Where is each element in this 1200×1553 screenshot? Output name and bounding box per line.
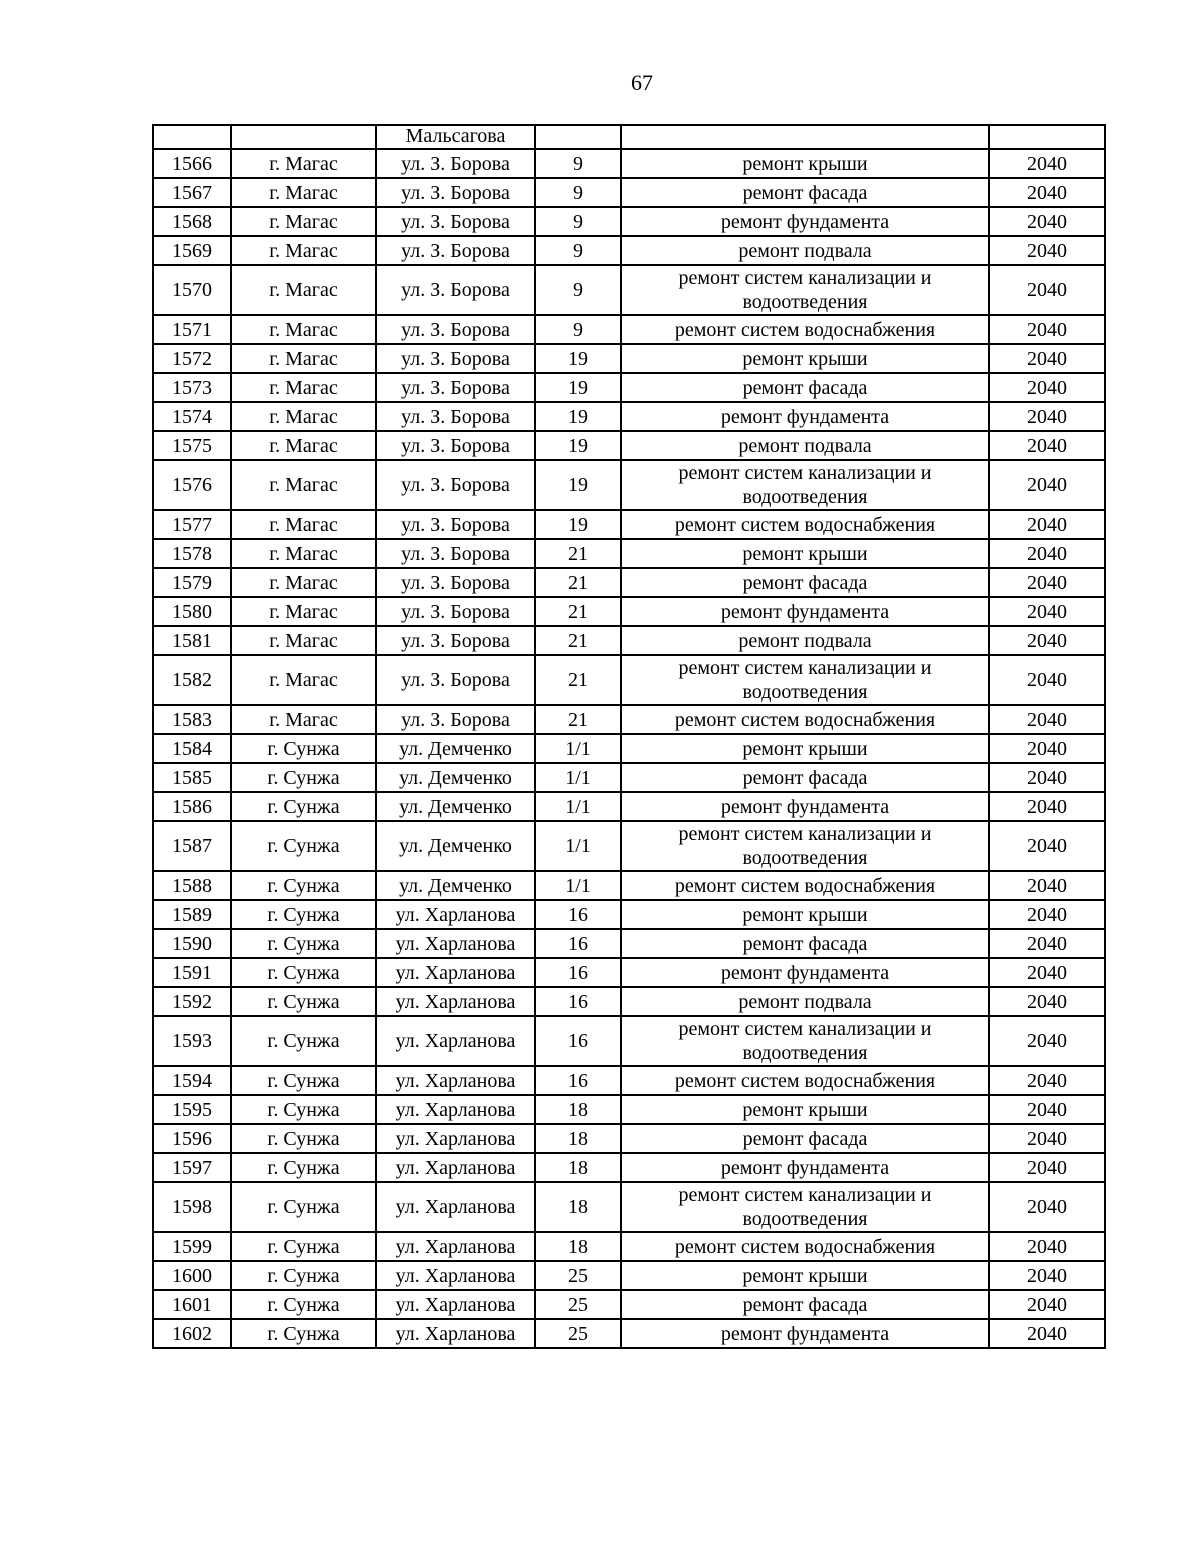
cell-year: 2040	[989, 1066, 1105, 1095]
cell-house: 9	[535, 265, 621, 315]
cell-city: г. Сунжа	[231, 1261, 376, 1290]
cell-city: г. Магас	[231, 705, 376, 734]
cell-street: ул. З. Борова	[376, 655, 535, 705]
cell-city: г. Магас	[231, 207, 376, 236]
table-row	[153, 178, 1105, 207]
cell-city: г. Магас	[231, 265, 376, 315]
cell-year: 2040	[989, 1232, 1105, 1261]
cell-house: 18	[535, 1124, 621, 1153]
cell-street: ул. З. Борова	[376, 431, 535, 460]
cell-year: 2040	[989, 236, 1105, 265]
table-row	[153, 900, 1105, 929]
cell-work-type: ремонт фасада	[621, 373, 989, 402]
cell-city: г. Сунжа	[231, 1290, 376, 1319]
cell-year: 2040	[989, 1261, 1105, 1290]
cell-city: г. Магас	[231, 655, 376, 705]
cell-year: 2040	[989, 149, 1105, 178]
cell-street: ул. Харланова	[376, 1261, 535, 1290]
cell-house: 9	[535, 236, 621, 265]
cell-number: 1573	[153, 373, 231, 402]
cell-year: 2040	[989, 987, 1105, 1016]
cell-city: г. Сунжа	[231, 1066, 376, 1095]
cell-number: 1590	[153, 929, 231, 958]
table-row	[153, 1153, 1105, 1182]
cell-work-type: ремонт крыши	[621, 900, 989, 929]
cell-house: 1/1	[535, 734, 621, 763]
cell-city: г. Магас	[231, 402, 376, 431]
cell-work-type: ремонт фасада	[621, 1124, 989, 1153]
cell-year: 2040	[989, 431, 1105, 460]
cell-number: 1596	[153, 1124, 231, 1153]
cell-house: 16	[535, 900, 621, 929]
cell-street: ул. Демченко	[376, 871, 535, 900]
cell-street: ул. Демченко	[376, 821, 535, 871]
cell-number: 1597	[153, 1153, 231, 1182]
cell-city: г. Магас	[231, 460, 376, 510]
table-row	[153, 958, 1105, 987]
table-row	[153, 929, 1105, 958]
cell-work-type: ремонт систем водоснабжения	[621, 510, 989, 539]
cell-street: ул. Харланова	[376, 900, 535, 929]
cell-street: ул. Демченко	[376, 763, 535, 792]
cell-number: 1595	[153, 1095, 231, 1124]
table-row	[153, 431, 1105, 460]
cell-year: 2040	[989, 792, 1105, 821]
cell-street: ул. Демченко	[376, 792, 535, 821]
cell-street: ул. З. Борова	[376, 597, 535, 626]
cell-work-type: ремонт систем канализации и водоотведения	[621, 821, 989, 871]
table-row	[153, 1066, 1105, 1095]
continuation-row	[153, 125, 1105, 149]
cell-work-type: ремонт подвала	[621, 236, 989, 265]
table-row	[153, 539, 1105, 568]
cell-street: ул. З. Борова	[376, 265, 535, 315]
cell-year: 2040	[989, 1153, 1105, 1182]
table-row	[153, 1232, 1105, 1261]
cell-year: 2040	[989, 1095, 1105, 1124]
cell-number: 1583	[153, 705, 231, 734]
cell-street: ул. Харланова	[376, 958, 535, 987]
cell-number: 1581	[153, 626, 231, 655]
cell-number: 1586	[153, 792, 231, 821]
cell-work-type: ремонт фундамента	[621, 1319, 989, 1348]
cell-house: 1/1	[535, 763, 621, 792]
cell-year: 2040	[989, 1319, 1105, 1348]
cell-year: 2040	[989, 705, 1105, 734]
table-row	[153, 1182, 1105, 1232]
cell-number: 1577	[153, 510, 231, 539]
cell-city: г. Сунжа	[231, 1232, 376, 1261]
cell-street: ул. Харланова	[376, 1182, 535, 1232]
cell-number	[153, 125, 231, 149]
cell-house: 9	[535, 178, 621, 207]
cell-house: 16	[535, 1066, 621, 1095]
cell-house: 9	[535, 315, 621, 344]
cell-number: 1591	[153, 958, 231, 987]
cell-house: 9	[535, 207, 621, 236]
cell-house: 25	[535, 1319, 621, 1348]
cell-work-type: ремонт систем канализации и водоотведения	[621, 460, 989, 510]
cell-city: г. Сунжа	[231, 1182, 376, 1232]
cell-house: 1/1	[535, 792, 621, 821]
cell-work-type: ремонт фундамента	[621, 402, 989, 431]
cell-work-type: ремонт фундамента	[621, 597, 989, 626]
cell-city: г. Магас	[231, 510, 376, 539]
cell-house: 19	[535, 431, 621, 460]
cell-city: г. Сунжа	[231, 1319, 376, 1348]
cell-work-type: ремонт подвала	[621, 431, 989, 460]
cell-year: 2040	[989, 315, 1105, 344]
cell-house	[535, 125, 621, 149]
cell-street: ул. З. Борова	[376, 460, 535, 510]
cell-house: 19	[535, 510, 621, 539]
table-row	[153, 568, 1105, 597]
cell-street: ул. З. Борова	[376, 705, 535, 734]
cell-city: г. Сунжа	[231, 929, 376, 958]
cell-house: 21	[535, 568, 621, 597]
cell-city: г. Сунжа	[231, 1124, 376, 1153]
cell-number: 1598	[153, 1182, 231, 1232]
cell-street: ул. Харланова	[376, 1153, 535, 1182]
cell-number: 1601	[153, 1290, 231, 1319]
cell-work-type: ремонт фундамента	[621, 207, 989, 236]
cell-number: 1571	[153, 315, 231, 344]
cell-street: ул. Харланова	[376, 1066, 535, 1095]
cell-number: 1579	[153, 568, 231, 597]
table-row	[153, 1124, 1105, 1153]
cell-number: 1599	[153, 1232, 231, 1261]
cell-city: г. Магас	[231, 236, 376, 265]
cell-house: 21	[535, 705, 621, 734]
cell-street: ул. З. Борова	[376, 149, 535, 178]
cell-number: 1600	[153, 1261, 231, 1290]
cell-year: 2040	[989, 821, 1105, 871]
cell-city: г. Сунжа	[231, 1153, 376, 1182]
cell-street: Мальсагова	[376, 125, 535, 149]
cell-year: 2040	[989, 373, 1105, 402]
cell-work-type: ремонт крыши	[621, 539, 989, 568]
cell-house: 16	[535, 958, 621, 987]
repair-schedule-table	[152, 124, 1106, 1349]
cell-number: 1587	[153, 821, 231, 871]
cell-street: ул. З. Борова	[376, 626, 535, 655]
cell-year: 2040	[989, 763, 1105, 792]
cell-street: ул. Харланова	[376, 929, 535, 958]
cell-house: 25	[535, 1261, 621, 1290]
cell-street: ул. З. Борова	[376, 236, 535, 265]
cell-number: 1582	[153, 655, 231, 705]
cell-work-type: ремонт крыши	[621, 149, 989, 178]
table-row	[153, 705, 1105, 734]
table-row	[153, 236, 1105, 265]
cell-work-type: ремонт систем водоснабжения	[621, 871, 989, 900]
cell-work-type: ремонт крыши	[621, 1095, 989, 1124]
cell-year: 2040	[989, 626, 1105, 655]
cell-number: 1578	[153, 539, 231, 568]
cell-house: 18	[535, 1232, 621, 1261]
cell-city: г. Сунжа	[231, 792, 376, 821]
cell-work-type: ремонт систем водоснабжения	[621, 1066, 989, 1095]
cell-house: 21	[535, 597, 621, 626]
table-row	[153, 821, 1105, 871]
cell-work-type: ремонт систем канализации и водоотведения	[621, 1016, 989, 1066]
cell-street: ул. Харланова	[376, 1095, 535, 1124]
cell-number: 1570	[153, 265, 231, 315]
table-body	[153, 125, 1105, 1348]
cell-work-type: ремонт систем водоснабжения	[621, 705, 989, 734]
cell-year: 2040	[989, 929, 1105, 958]
cell-house: 16	[535, 1016, 621, 1066]
cell-house: 1/1	[535, 871, 621, 900]
cell-number: 1566	[153, 149, 231, 178]
cell-city: г. Магас	[231, 597, 376, 626]
cell-street: ул. Харланова	[376, 1016, 535, 1066]
cell-year: 2040	[989, 1124, 1105, 1153]
cell-street: ул. З. Борова	[376, 402, 535, 431]
cell-number: 1576	[153, 460, 231, 510]
cell-house: 16	[535, 987, 621, 1016]
table-row	[153, 734, 1105, 763]
cell-year: 2040	[989, 655, 1105, 705]
cell-house: 19	[535, 402, 621, 431]
cell-number: 1575	[153, 431, 231, 460]
cell-city: г. Сунжа	[231, 1016, 376, 1066]
cell-work-type: ремонт крыши	[621, 734, 989, 763]
cell-work-type: ремонт подвала	[621, 987, 989, 1016]
cell-work-type	[621, 125, 989, 149]
cell-year: 2040	[989, 871, 1105, 900]
cell-house: 19	[535, 344, 621, 373]
table-row	[153, 1016, 1105, 1066]
cell-street: ул. З. Борова	[376, 373, 535, 402]
cell-house: 19	[535, 373, 621, 402]
table-row	[153, 626, 1105, 655]
cell-street: ул. З. Борова	[376, 315, 535, 344]
cell-year: 2040	[989, 597, 1105, 626]
cell-city: г. Сунжа	[231, 987, 376, 1016]
cell-city: г. Магас	[231, 344, 376, 373]
cell-house: 18	[535, 1153, 621, 1182]
table-row	[153, 763, 1105, 792]
cell-work-type: ремонт крыши	[621, 344, 989, 373]
cell-year: 2040	[989, 510, 1105, 539]
cell-year: 2040	[989, 265, 1105, 315]
cell-street: ул. Харланова	[376, 1290, 535, 1319]
cell-city	[231, 125, 376, 149]
cell-work-type: ремонт подвала	[621, 626, 989, 655]
cell-work-type: ремонт систем канализации и водоотведения	[621, 265, 989, 315]
cell-city: г. Магас	[231, 539, 376, 568]
cell-street: ул. Демченко	[376, 734, 535, 763]
cell-street: ул. З. Борова	[376, 510, 535, 539]
cell-year	[989, 125, 1105, 149]
cell-street: ул. Харланова	[376, 987, 535, 1016]
table-row	[153, 1290, 1105, 1319]
cell-work-type: ремонт систем водоснабжения	[621, 315, 989, 344]
cell-house: 21	[535, 539, 621, 568]
cell-year: 2040	[989, 539, 1105, 568]
table-row	[153, 315, 1105, 344]
cell-work-type: ремонт фундамента	[621, 1153, 989, 1182]
cell-city: г. Сунжа	[231, 900, 376, 929]
table-row	[153, 460, 1105, 510]
cell-year: 2040	[989, 568, 1105, 597]
cell-city: г. Сунжа	[231, 958, 376, 987]
table-row	[153, 1319, 1105, 1348]
page-number: 67	[631, 70, 653, 95]
table-row	[153, 373, 1105, 402]
cell-number: 1592	[153, 987, 231, 1016]
cell-work-type: ремонт систем канализации и водоотведения	[621, 655, 989, 705]
cell-street: ул. З. Борова	[376, 568, 535, 597]
cell-year: 2040	[989, 1016, 1105, 1066]
cell-street: ул. З. Борова	[376, 207, 535, 236]
cell-number: 1584	[153, 734, 231, 763]
cell-year: 2040	[989, 207, 1105, 236]
cell-street: ул. З. Борова	[376, 539, 535, 568]
cell-city: г. Сунжа	[231, 1095, 376, 1124]
cell-work-type: ремонт фасада	[621, 1290, 989, 1319]
cell-year: 2040	[989, 402, 1105, 431]
cell-city: г. Магас	[231, 149, 376, 178]
cell-number: 1567	[153, 178, 231, 207]
table-row	[153, 987, 1105, 1016]
table-row	[153, 792, 1105, 821]
cell-number: 1585	[153, 763, 231, 792]
table-row	[153, 265, 1105, 315]
cell-city: г. Магас	[231, 568, 376, 597]
cell-house: 25	[535, 1290, 621, 1319]
table-row	[153, 1095, 1105, 1124]
cell-year: 2040	[989, 178, 1105, 207]
cell-number: 1572	[153, 344, 231, 373]
cell-house: 18	[535, 1095, 621, 1124]
table-row	[153, 207, 1105, 236]
cell-work-type: ремонт фасада	[621, 929, 989, 958]
cell-number: 1569	[153, 236, 231, 265]
cell-number: 1589	[153, 900, 231, 929]
cell-city: г. Сунжа	[231, 871, 376, 900]
cell-year: 2040	[989, 344, 1105, 373]
table-row	[153, 871, 1105, 900]
cell-street: ул. Харланова	[376, 1232, 535, 1261]
cell-city: г. Магас	[231, 626, 376, 655]
cell-house: 1/1	[535, 821, 621, 871]
cell-house: 9	[535, 149, 621, 178]
cell-number: 1588	[153, 871, 231, 900]
cell-work-type: ремонт фасада	[621, 178, 989, 207]
cell-year: 2040	[989, 1182, 1105, 1232]
cell-city: г. Сунжа	[231, 821, 376, 871]
cell-street: ул. Харланова	[376, 1124, 535, 1153]
table-row	[153, 597, 1105, 626]
cell-work-type: ремонт фасада	[621, 568, 989, 597]
cell-street: ул. Харланова	[376, 1319, 535, 1348]
cell-work-type: ремонт систем канализации и водоотведения	[621, 1182, 989, 1232]
cell-city: г. Сунжа	[231, 763, 376, 792]
cell-work-type: ремонт крыши	[621, 1261, 989, 1290]
cell-year: 2040	[989, 958, 1105, 987]
cell-city: г. Магас	[231, 315, 376, 344]
cell-city: г. Магас	[231, 431, 376, 460]
cell-house: 18	[535, 1182, 621, 1232]
cell-number: 1580	[153, 597, 231, 626]
cell-work-type: ремонт систем водоснабжения	[621, 1232, 989, 1261]
table-row	[153, 510, 1105, 539]
cell-number: 1594	[153, 1066, 231, 1095]
cell-work-type: ремонт фундамента	[621, 792, 989, 821]
cell-year: 2040	[989, 900, 1105, 929]
cell-number: 1593	[153, 1016, 231, 1066]
cell-house: 21	[535, 655, 621, 705]
table-row	[153, 1261, 1105, 1290]
table-row	[153, 655, 1105, 705]
table-row	[153, 402, 1105, 431]
table-row	[153, 149, 1105, 178]
cell-city: г. Магас	[231, 178, 376, 207]
cell-number: 1568	[153, 207, 231, 236]
cell-year: 2040	[989, 734, 1105, 763]
cell-year: 2040	[989, 1290, 1105, 1319]
cell-house: 16	[535, 929, 621, 958]
cell-work-type: ремонт фундамента	[621, 958, 989, 987]
cell-city: г. Сунжа	[231, 734, 376, 763]
cell-work-type: ремонт фасада	[621, 763, 989, 792]
cell-year: 2040	[989, 460, 1105, 510]
cell-number: 1602	[153, 1319, 231, 1348]
cell-house: 19	[535, 460, 621, 510]
cell-number: 1574	[153, 402, 231, 431]
cell-house: 21	[535, 626, 621, 655]
cell-street: ул. З. Борова	[376, 178, 535, 207]
table-row	[153, 344, 1105, 373]
cell-city: г. Магас	[231, 373, 376, 402]
cell-street: ул. З. Борова	[376, 344, 535, 373]
